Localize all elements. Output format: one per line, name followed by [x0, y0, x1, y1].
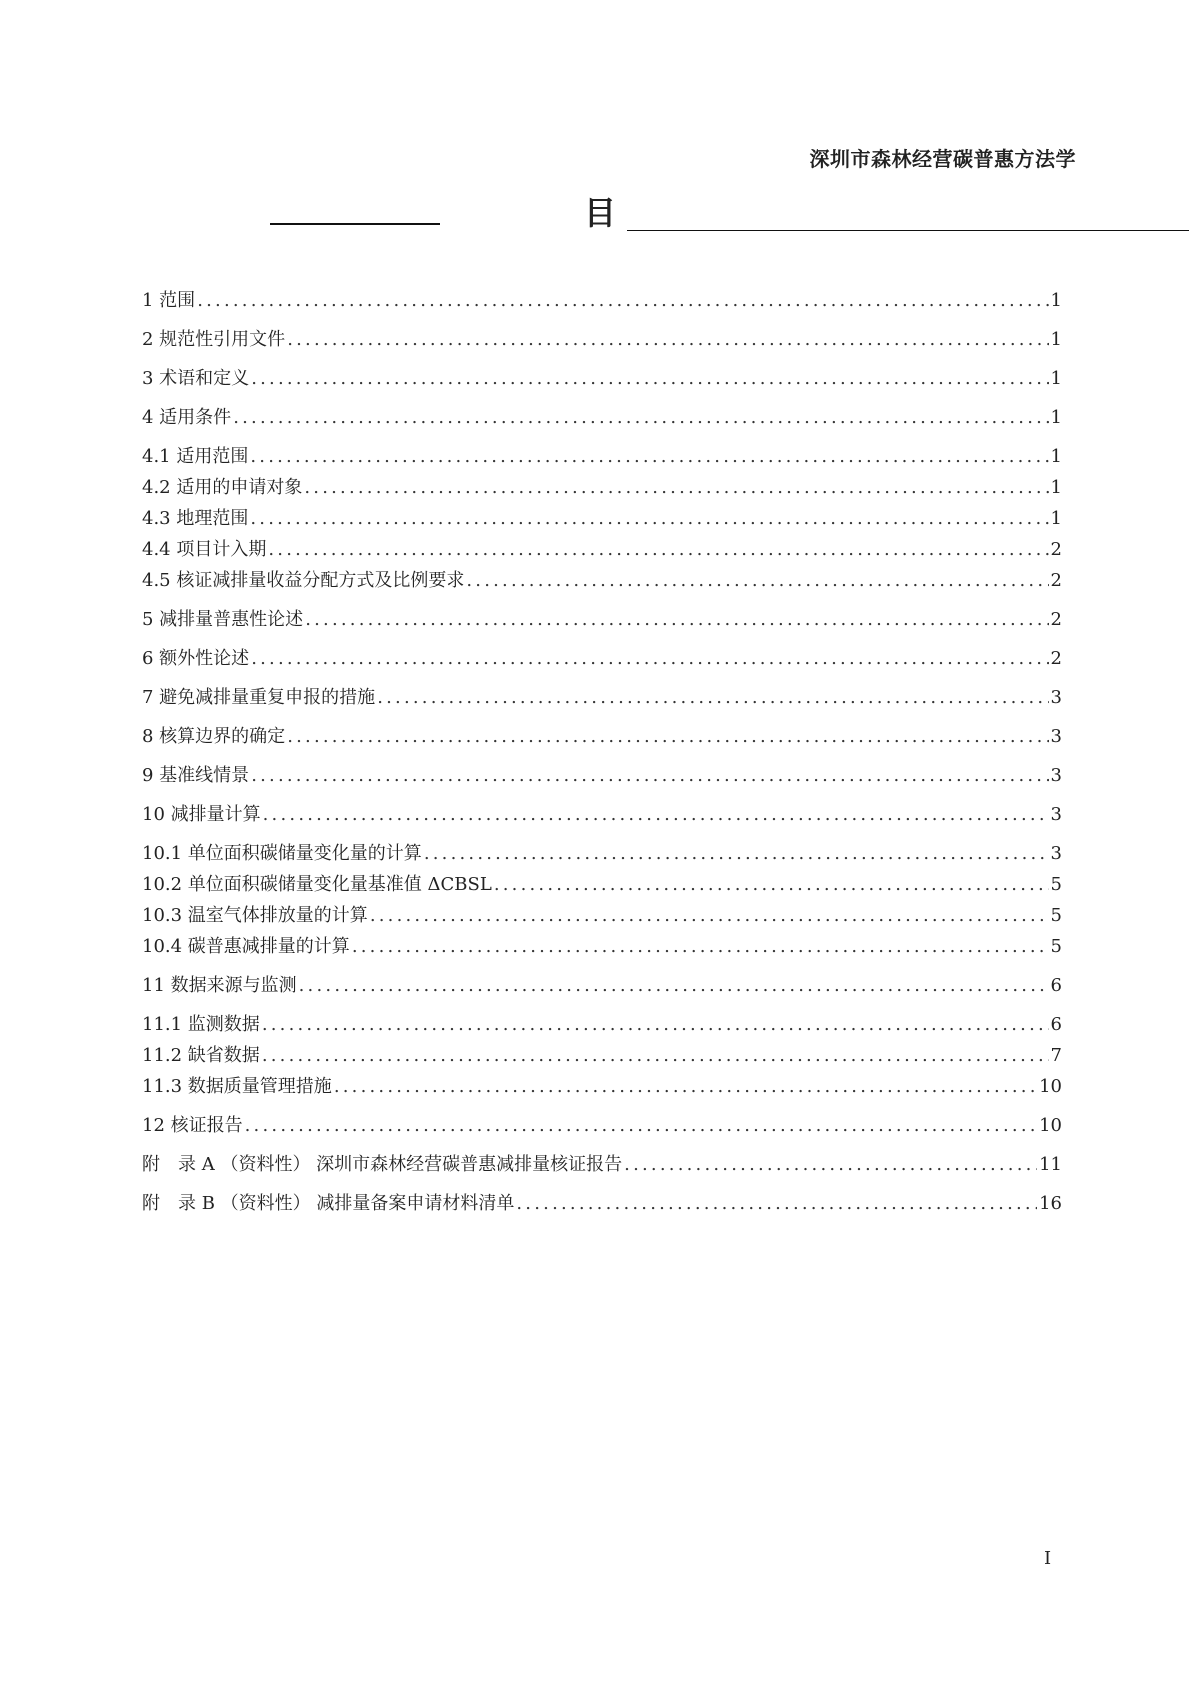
toc-entry[interactable] [142, 1152, 1062, 1178]
toc-entry[interactable] [142, 763, 1062, 789]
toc-entry-label: 1 范围 [142, 290, 196, 311]
toc-dot-leader [250, 506, 1048, 532]
toc-entry-label: 4.1 适用范围 [142, 446, 249, 467]
toc-entry-label: 10.1 单位面积碳储量变化量的计算 [142, 843, 422, 864]
toc-entry-label: 7 避免减排量重复申报的措施 [142, 687, 376, 708]
toc-entry-page: 3 [1050, 687, 1062, 708]
toc-entry-label: 5 减排量普惠性论述 [142, 609, 304, 630]
toc-dot-leader [250, 444, 1048, 470]
toc-entry[interactable] [142, 537, 1062, 563]
toc-dot-leader [334, 1074, 1037, 1100]
toc-dot-leader [516, 1191, 1037, 1217]
toc-dot-leader [377, 685, 1048, 711]
toc-entry-page: 1 [1050, 329, 1062, 350]
document-title: 深圳市森林经营碳普惠方法学 [809, 147, 1076, 171]
toc-entry[interactable] [142, 724, 1062, 750]
toc-entry[interactable] [142, 646, 1062, 672]
toc-entry-page: 10 [1039, 1115, 1062, 1136]
toc-entry-page: 1 [1050, 368, 1062, 389]
page-number: I [1044, 1548, 1052, 1569]
toc-entry-page: 1 [1050, 446, 1062, 467]
toc-dot-leader [251, 763, 1048, 789]
toc-dot-leader [251, 646, 1048, 672]
toc-entry-label: 4.3 地理范围 [142, 508, 249, 529]
toc-entry-page: 3 [1050, 843, 1062, 864]
toc-entry-page: 5 [1050, 936, 1062, 957]
toc-dot-leader [624, 1152, 1037, 1178]
toc-entry-label: 12 核证报告 [142, 1115, 243, 1136]
toc-dot-leader [251, 366, 1048, 392]
toc-dot-leader [263, 802, 1049, 828]
toc-entry-page: 6 [1050, 975, 1062, 996]
toc-entry-label: 11 数据来源与监测 [142, 975, 297, 996]
toc-entry-page: 1 [1050, 407, 1062, 428]
header-rule-left [270, 223, 440, 225]
toc-entry-label: 3 术语和定义 [142, 368, 250, 389]
toc-entry[interactable] [142, 685, 1062, 711]
toc-dot-leader [424, 841, 1049, 867]
toc-entry[interactable] [142, 327, 1062, 353]
toc-entry-label: 4 适用条件 [142, 407, 232, 428]
toc-entry[interactable] [142, 872, 1062, 898]
toc-entry-label: 11.3 数据质量管理措施 [142, 1076, 332, 1097]
toc-dot-leader [268, 537, 1048, 563]
toc-entry[interactable] [142, 841, 1062, 867]
toc-dot-leader [197, 288, 1048, 314]
toc-dot-leader [305, 607, 1048, 633]
toc-entry-label: 11.1 监测数据 [142, 1014, 260, 1035]
toc-entry-page: 1 [1050, 508, 1062, 529]
toc-entry-label: 2 规范性引用文件 [142, 329, 286, 350]
toc-entry-page: 11 [1039, 1154, 1062, 1175]
toc-entry-label: 10.2 单位面积碳储量变化量基准值 ΔCBSL [142, 874, 492, 895]
toc-entry-label: 10 减排量计算 [142, 804, 261, 825]
toc-entry[interactable] [142, 607, 1062, 633]
toc-entry-page: 2 [1050, 570, 1062, 591]
toc-entry[interactable] [142, 903, 1062, 929]
toc-entry[interactable] [142, 288, 1062, 314]
toc-dot-leader [466, 568, 1048, 594]
toc-entry[interactable] [142, 1191, 1062, 1217]
toc-entry[interactable] [142, 1012, 1062, 1038]
toc-entry-page: 2 [1050, 609, 1062, 630]
toc-entry-page: 1 [1050, 290, 1062, 311]
toc-entry[interactable] [142, 802, 1062, 828]
toc-dot-leader [494, 872, 1049, 898]
toc-entry-page: 2 [1050, 648, 1062, 669]
toc-entry[interactable] [142, 366, 1062, 392]
toc-entry-page: 2 [1050, 539, 1062, 560]
toc-entry-page: 6 [1050, 1014, 1062, 1035]
toc-dot-leader [304, 475, 1048, 501]
toc-entry[interactable] [142, 568, 1062, 594]
toc-dot-leader [352, 934, 1049, 960]
toc-entry-label: 10.3 温室气体排放量的计算 [142, 905, 368, 926]
toc-entry-page: 3 [1050, 765, 1062, 786]
toc-entry[interactable] [142, 1074, 1062, 1100]
toc-entry[interactable] [142, 1043, 1062, 1069]
toc-entry[interactable] [142, 475, 1062, 501]
toc-entry[interactable] [142, 934, 1062, 960]
toc-dot-leader [262, 1012, 1049, 1038]
header-rule-right [627, 230, 1189, 231]
toc-entry[interactable] [142, 506, 1062, 532]
toc-dot-leader [287, 724, 1048, 750]
toc-dot-leader [287, 327, 1048, 353]
toc-entry-label: 9 基准线情景 [142, 765, 250, 786]
toc-dot-leader [262, 1043, 1049, 1069]
toc-dot-leader [299, 973, 1049, 999]
toc-dot-leader [245, 1113, 1037, 1139]
toc-entry-page: 5 [1050, 905, 1062, 926]
toc-entry-page: 10 [1039, 1076, 1062, 1097]
toc-entry[interactable] [142, 973, 1062, 999]
toc-entry-label: 10.4 碳普惠减排量的计算 [142, 936, 350, 957]
toc-heading: 目 [584, 194, 617, 232]
toc-entry-page: 3 [1050, 726, 1062, 747]
toc-entry[interactable] [142, 444, 1062, 470]
toc-entry-page: 3 [1050, 804, 1062, 825]
toc-entry-page: 1 [1050, 477, 1062, 498]
toc-entry-page: 16 [1039, 1193, 1062, 1214]
toc-dot-leader [233, 405, 1048, 431]
toc-entry-label: 附 录 A （资料性） 深圳市森林经营碳普惠减排量核证报告 [142, 1154, 623, 1175]
toc-entry-label: 4.2 适用的申请对象 [142, 477, 303, 498]
toc-entry-page: 7 [1050, 1045, 1062, 1066]
toc-entry-label: 4.4 项目计入期 [142, 539, 267, 560]
toc-entry-label: 附 录 B （资料性） 减排量备案申请材料清单 [142, 1193, 515, 1214]
toc-entry-page: 5 [1050, 874, 1062, 895]
toc-entry-label: 11.2 缺省数据 [142, 1045, 260, 1066]
toc-dot-leader [370, 903, 1049, 929]
toc-entry[interactable] [142, 405, 1062, 431]
toc-entry-label: 4.5 核证减排量收益分配方式及比例要求 [142, 570, 465, 591]
toc-entry[interactable] [142, 1113, 1062, 1139]
toc-entry-label: 6 额外性论述 [142, 648, 250, 669]
toc-entry-label: 8 核算边界的确定 [142, 726, 286, 747]
